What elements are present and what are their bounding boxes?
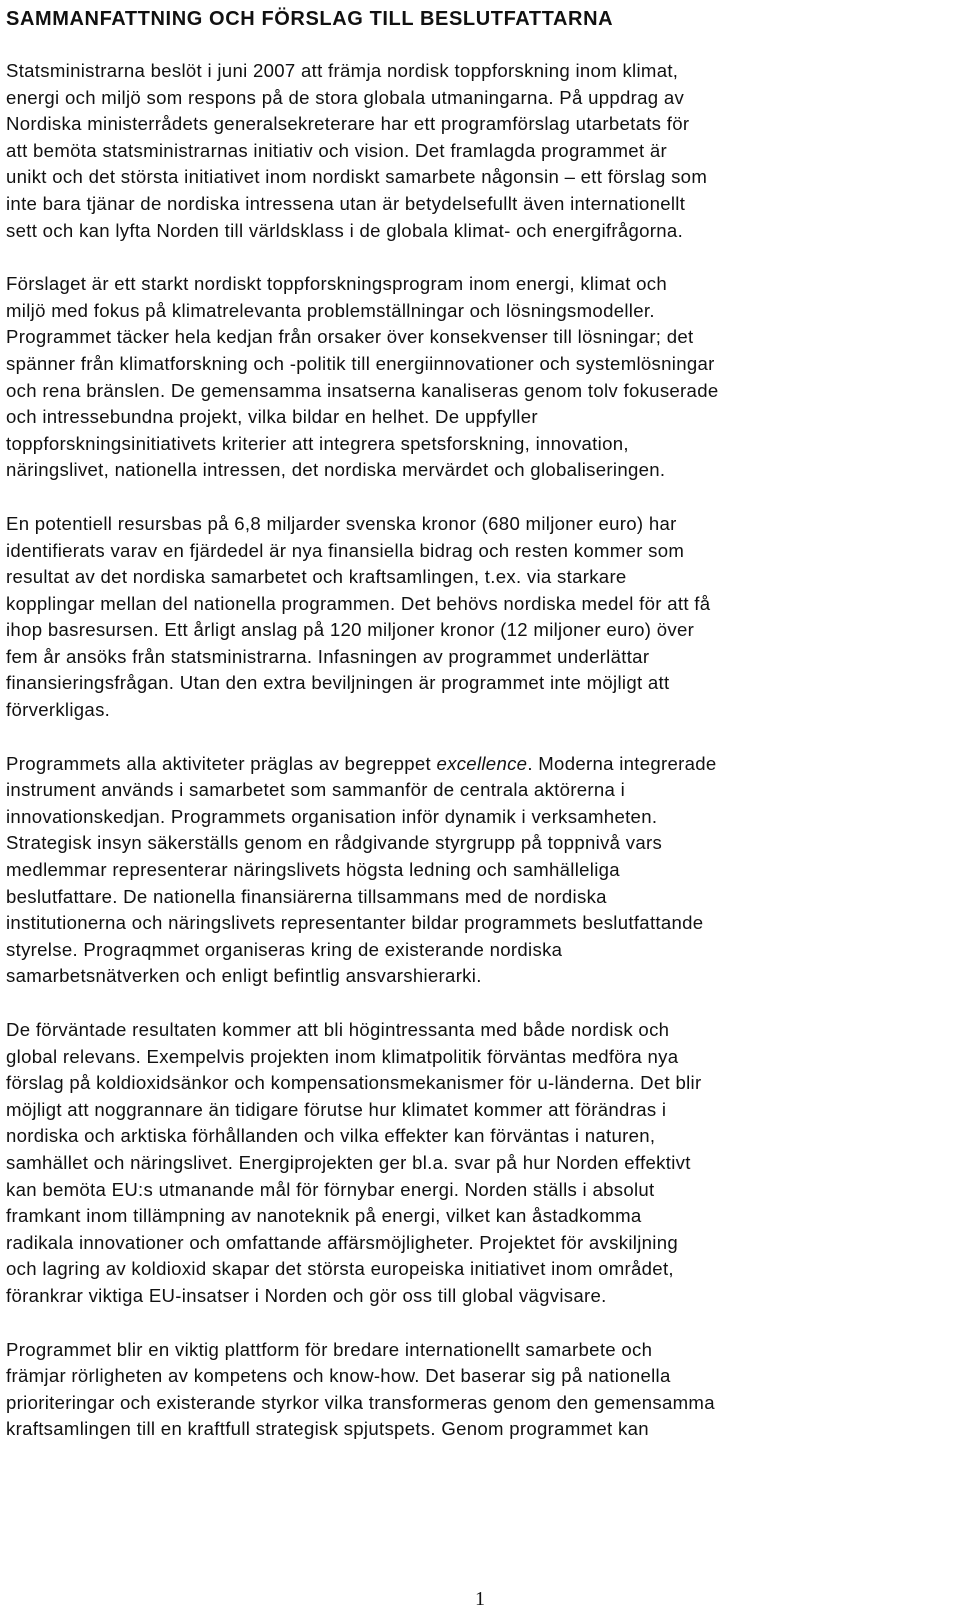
text-line: kan bemöta EU:s utmanande mål för förnybar energi. Norden ställs i absolut — [6, 1178, 655, 1200]
text-line: En potentiell resursbas på 6,8 miljarder svenska kronor (680 miljoner euro) har — [6, 512, 677, 534]
text-line: och intressebundna projekt, vilka bildar en helhet. De uppfyller — [6, 406, 538, 428]
text-line: toppforskningsinitiativets kriterier att integrera spetsforskning, innovation, — [6, 432, 629, 454]
text-line: Förslaget är ett starkt nordiskt toppforskningsprogram inom energi, klimat och — [6, 273, 668, 295]
text-line: medlemmar representerar näringslivets högsta ledning och samhälleliga — [6, 859, 620, 881]
document-heading: SAMMANFATTNING OCH FÖRSLAG TILL BESLUTFATTARNA — [6, 8, 614, 30]
text-line: spänner från klimatforskning och -politik till energiinnovationer och systemlösningar — [6, 352, 715, 374]
text-line: Nordiska ministerrådets generalsekreterare har ett programförslag utarbetats för — [6, 113, 690, 135]
text-line: beslutfattare. De nationella finansiärerna tillsammans med de nordiska — [6, 885, 607, 907]
paragraph-1 — [6, 58, 952, 244]
text-line: nordiska och arktiska förhållanden och vilka effekter kan förväntas i naturen, — [6, 1125, 656, 1147]
text-line: möjligt att noggrannare än tidigare förutse hur klimatet kommer att förändras i — [6, 1098, 667, 1120]
text-line: unikt och det största initiativet inom nordiskt samarbete någonsin – ett förslag som — [6, 166, 708, 188]
text-line: näringslivet, nationella intressen, det nordiska mervärdet och globaliseringen. — [6, 459, 666, 481]
text-line — [6, 751, 952, 778]
text-line: De förväntade resultaten kommer att bli högintressanta med både nordisk och — [6, 1019, 670, 1040]
text-line: global relevans. Exempelvis projekten inom klimatpolitik förväntas medföra nya — [6, 1045, 679, 1067]
text-line: förankrar viktiga EU-insatser i Norden och gör oss till global vägvisare. — [6, 1284, 607, 1306]
page-number: 1 — [475, 1588, 485, 1610]
emphasized-term: excellence — [436, 752, 528, 774]
text-line: förverkligas. — [6, 699, 111, 721]
text-line: Programmet täcker hela kedjan från orsaker över konsekvenser till lösningar; det — [6, 326, 694, 348]
text-line: sett och kan lyfta Norden till världsklass i de globala klimat- och energifrågorna. — [6, 219, 684, 241]
text-run: Programmets alla aktiviteter präglas av begreppet — [6, 752, 437, 774]
paragraph-3 — [6, 511, 952, 724]
text-line: fem år ansöks från statsministrarna. Infasningen av programmet underlättar — [6, 645, 650, 667]
text-line: instrument används i samarbetet som sammanför de centrala aktörerna i — [6, 779, 626, 801]
text-line: styrelse. Prograqmmet organiseras kring de existerande nordiska — [6, 938, 563, 960]
paragraph-4 — [6, 751, 952, 990]
text-run: . Moderna integrerade — [527, 752, 717, 774]
text-line: inte bara tjänar de nordiska intressena utan är betydelsefullt även internationellt — [6, 192, 686, 214]
text-line: innovationskedjan. Programmets organisation inför dynamik i verksamheten. — [6, 805, 658, 827]
text-line: identifierats varav en fjärdedel är nya finansiella bidrag och resten kommer som — [6, 539, 685, 561]
text-line: radikala innovationer och omfattande affärsmöjligheter. Projektet för avskiljning — [6, 1231, 678, 1253]
text-line: främjar rörligheten av kompetens och know-how. Det baserar sig på nationella — [6, 1365, 671, 1387]
text-line: finansieringsfrågan. Utan den extra beviljningen är programmet inte möjligt att — [6, 672, 670, 694]
text-line: ihop basresursen. Ett årligt anslag på 120 miljoner kronor (12 miljoner euro) över — [6, 619, 695, 641]
text-line: förslag på koldioxidsänkor och kompensationsmekanismer för u-länderna. Det blir — [6, 1072, 702, 1094]
text-line: och lagring av koldioxid skapar det största europeiska initiativet inom området, — [6, 1258, 674, 1280]
text-line: resultat av det nordiska samarbetet och kraftsamlingen, t.ex. via starkare — [6, 566, 627, 588]
text-line: kopplingar mellan del nationella programmen. Det behövs nordiska medel för att få — [6, 592, 711, 614]
text-line: Programmet blir en viktig plattform för bredare internationellt samarbete och — [6, 1338, 653, 1360]
text-line: att bemöta statsministrarnas initiativ och vision. Det framlagda programmet är — [6, 139, 668, 161]
document-page — [6, 0, 952, 1443]
text-line: samarbetsnätverken och enligt befintlig ansvarshierarki. — [6, 965, 482, 987]
text-line: institutionerna och näringslivets representanter bildar programmets beslutfattande — [6, 912, 704, 934]
text-line: samhället och näringslivet. Energiprojekten ger bl.a. svar på hur Norden effektivt — [6, 1151, 691, 1173]
text-line: miljö med fokus på klimatrelevanta problemställningar och lösningsmodeller. — [6, 299, 655, 321]
text-line: kraftsamlingen till en kraftfull strategisk spjutspets. Genom programmet kan — [6, 1418, 649, 1440]
text-line: framkant inom tillämpning av nanoteknik på energi, vilket kan åstadkomma — [6, 1205, 642, 1227]
paragraph-6 — [6, 1337, 952, 1443]
paragraph-2 — [6, 271, 952, 484]
text-line: Strategisk insyn säkerställs genom en rådgivande styrgrupp på toppnivå vars — [6, 832, 663, 854]
text-line: och rena bränslen. De gemensamma insatserna kanaliseras genom tolv fokuserade — [6, 379, 719, 401]
text-line: energi och miljö som respons på de stora globala utmaningarna. På uppdrag av — [6, 86, 685, 108]
text-line: prioriteringar och existerande styrkor vilka transformeras genom den gemensamma — [6, 1391, 715, 1413]
text-line: Statsministrarna beslöt i juni 2007 att främja nordisk toppforskning inom klimat, — [6, 60, 679, 81]
paragraph-5 — [6, 1017, 952, 1310]
